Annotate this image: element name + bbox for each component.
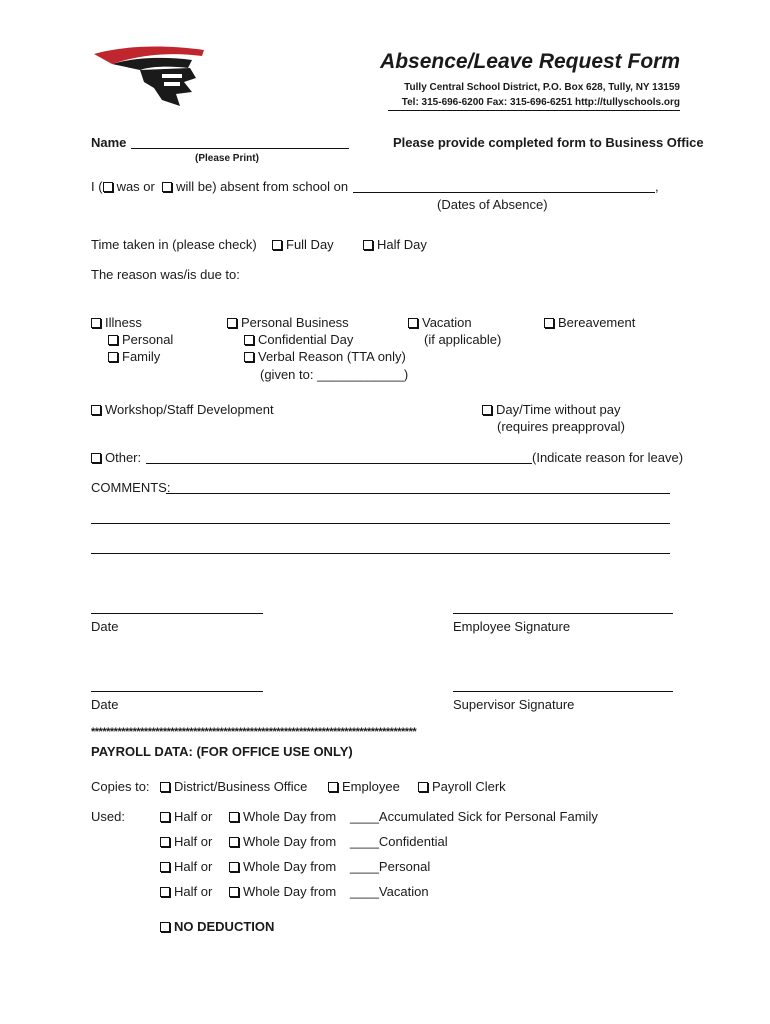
whole-day-label: Whole Day from bbox=[243, 809, 337, 824]
vacation-option[interactable] bbox=[408, 315, 472, 330]
separator-stars: ************************************************************************************** bbox=[91, 726, 417, 738]
time-taken-label: Time taken in (please check) bbox=[91, 237, 257, 252]
whole-day-label: Whole Day from bbox=[243, 834, 337, 849]
bereavement-checkbox[interactable] bbox=[544, 318, 554, 328]
copy-payroll-clerk-label: Payroll Clerk bbox=[432, 779, 506, 794]
used-row bbox=[160, 859, 212, 874]
comments-label: COMMENTS: bbox=[91, 480, 171, 495]
full-day-checkbox[interactable] bbox=[272, 240, 282, 250]
header-divider bbox=[388, 110, 680, 111]
verbal-reason-label: Verbal Reason (TTA only) bbox=[258, 349, 406, 364]
half-day-label: Half Day bbox=[377, 237, 427, 252]
half-checkbox[interactable] bbox=[160, 862, 170, 872]
workshop-checkbox[interactable] bbox=[91, 405, 101, 415]
no-deduction-label: NO DEDUCTION bbox=[174, 919, 275, 934]
preapproval-note: (requires preapproval) bbox=[497, 419, 625, 434]
supervisor-signature-field[interactable] bbox=[453, 691, 673, 692]
confidential-label: ____Confidential bbox=[350, 834, 448, 849]
personal-business-label: Personal Business bbox=[241, 315, 349, 330]
absence-prefix: I ( bbox=[91, 179, 103, 194]
was-label: was or bbox=[116, 179, 155, 194]
absence-statement bbox=[91, 179, 348, 194]
confidential-day-option[interactable] bbox=[244, 332, 353, 347]
used-row bbox=[160, 884, 212, 899]
whole-day-checkbox[interactable] bbox=[229, 887, 239, 897]
half-day-checkbox[interactable] bbox=[363, 240, 373, 250]
indicate-reason-note: (Indicate reason for leave) bbox=[532, 450, 684, 465]
confidential-day-checkbox[interactable] bbox=[244, 335, 254, 345]
whole-day-label: Whole Day from bbox=[243, 884, 337, 899]
half-day-option[interactable] bbox=[363, 237, 427, 252]
family-checkbox[interactable] bbox=[108, 352, 118, 362]
copy-district-option[interactable] bbox=[160, 779, 307, 794]
half-checkbox[interactable] bbox=[160, 887, 170, 897]
full-day-option[interactable] bbox=[272, 237, 334, 252]
without-pay-checkbox[interactable] bbox=[482, 405, 492, 415]
knight-logo bbox=[92, 44, 212, 110]
used-row bbox=[229, 884, 336, 899]
will-be-label: will be) absent from school on bbox=[176, 179, 349, 194]
used-row bbox=[160, 809, 212, 824]
used-row bbox=[229, 834, 336, 849]
whole-day-label: Whole Day from bbox=[243, 859, 337, 874]
district-contact: Tel: 315-696-6200 Fax: 315-696-6251 http://tullyschools.org bbox=[401, 97, 680, 108]
accumulated-sick-label: ____Accumulated Sick for Personal Family bbox=[350, 809, 598, 824]
illness-label: Illness bbox=[105, 315, 142, 330]
employee-date-field[interactable] bbox=[91, 613, 263, 614]
full-day-label: Full Day bbox=[286, 237, 334, 252]
half-or-label: Half or bbox=[174, 809, 213, 824]
half-checkbox[interactable] bbox=[160, 812, 170, 822]
workshop-label: Workshop/Staff Development bbox=[105, 402, 274, 417]
personal-business-option[interactable] bbox=[227, 315, 349, 330]
without-pay-label: Day/Time without pay bbox=[496, 402, 621, 417]
without-pay-option[interactable] bbox=[482, 402, 621, 417]
name-label: Name bbox=[91, 135, 127, 150]
dates-of-absence-field[interactable] bbox=[353, 192, 655, 193]
dates-comma: , bbox=[655, 179, 659, 194]
district-address: Tully Central School District, P.O. Box 628, Tully, NY 13159 bbox=[404, 82, 680, 93]
half-or-label: Half or bbox=[174, 884, 213, 899]
personal-option[interactable] bbox=[108, 332, 173, 347]
half-or-label: Half or bbox=[174, 859, 213, 874]
no-deduction-option[interactable] bbox=[160, 919, 274, 934]
half-checkbox[interactable] bbox=[160, 837, 170, 847]
illness-option[interactable] bbox=[91, 315, 142, 330]
no-deduction-checkbox[interactable] bbox=[160, 922, 170, 932]
workshop-option[interactable] bbox=[91, 402, 274, 417]
used-row bbox=[229, 859, 336, 874]
personal-label: Personal bbox=[122, 332, 174, 347]
will-be-checkbox[interactable] bbox=[162, 182, 172, 192]
copy-district-checkbox[interactable] bbox=[160, 782, 170, 792]
reason-label: The reason was/is due to: bbox=[91, 267, 240, 282]
comments-line-2[interactable] bbox=[91, 523, 670, 524]
form-title: Absence/Leave Request Form bbox=[380, 50, 680, 73]
personal-checkbox[interactable] bbox=[108, 335, 118, 345]
whole-day-checkbox[interactable] bbox=[229, 812, 239, 822]
whole-day-checkbox[interactable] bbox=[229, 837, 239, 847]
used-row bbox=[229, 809, 336, 824]
other-reason-field[interactable] bbox=[146, 463, 532, 464]
copy-employee-option[interactable] bbox=[328, 779, 400, 794]
business-office-instruction: Please provide completed form to Business Office bbox=[393, 135, 704, 150]
copy-employee-label: Employee bbox=[342, 779, 400, 794]
employee-signature-field[interactable] bbox=[453, 613, 673, 614]
if-applicable-note: (if applicable) bbox=[424, 332, 502, 347]
personal-business-checkbox[interactable] bbox=[227, 318, 237, 328]
whole-day-checkbox[interactable] bbox=[229, 862, 239, 872]
personal-payroll-label: ____Personal bbox=[350, 859, 431, 874]
verbal-reason-option[interactable] bbox=[244, 349, 406, 364]
family-option[interactable] bbox=[108, 349, 160, 364]
copy-district-label: District/Business Office bbox=[174, 779, 308, 794]
confidential-day-label: Confidential Day bbox=[258, 332, 354, 347]
name-field[interactable] bbox=[131, 148, 349, 149]
copies-to-label: Copies to: bbox=[91, 779, 150, 794]
vacation-checkbox[interactable] bbox=[408, 318, 418, 328]
used-label: Used: bbox=[91, 809, 125, 824]
please-print-note: (Please Print) bbox=[195, 153, 259, 164]
was-checkbox[interactable] bbox=[103, 182, 113, 192]
other-checkbox[interactable] bbox=[91, 453, 101, 463]
dates-of-absence-note: (Dates of Absence) bbox=[437, 197, 548, 212]
supervisor-date-field[interactable] bbox=[91, 691, 263, 692]
family-label: Family bbox=[122, 349, 161, 364]
payroll-heading: PAYROLL DATA: (FOR OFFICE USE ONLY) bbox=[91, 744, 353, 759]
employee-date-label: Date bbox=[91, 619, 119, 634]
copy-payroll-clerk-option[interactable] bbox=[418, 779, 506, 794]
illness-checkbox[interactable] bbox=[91, 318, 101, 328]
other-label: Other: bbox=[105, 450, 142, 465]
bereavement-label: Bereavement bbox=[558, 315, 636, 330]
comments-line-3[interactable] bbox=[91, 553, 670, 554]
used-row bbox=[160, 834, 212, 849]
employee-signature-label: Employee Signature bbox=[453, 619, 571, 634]
vacation-label: Vacation bbox=[422, 315, 472, 330]
other-option[interactable] bbox=[91, 450, 141, 465]
comments-line-1[interactable] bbox=[166, 493, 670, 494]
vacation-payroll-label: ____Vacation bbox=[350, 884, 429, 899]
copy-employee-checkbox[interactable] bbox=[328, 782, 338, 792]
bereavement-option[interactable] bbox=[544, 315, 635, 330]
copy-payroll-clerk-checkbox[interactable] bbox=[418, 782, 428, 792]
half-or-label: Half or bbox=[174, 834, 213, 849]
supervisor-signature-label: Supervisor Signature bbox=[453, 697, 575, 712]
given-to-note: (given to: ____________) bbox=[260, 367, 409, 382]
supervisor-date-label: Date bbox=[91, 697, 119, 712]
verbal-reason-checkbox[interactable] bbox=[244, 352, 254, 362]
